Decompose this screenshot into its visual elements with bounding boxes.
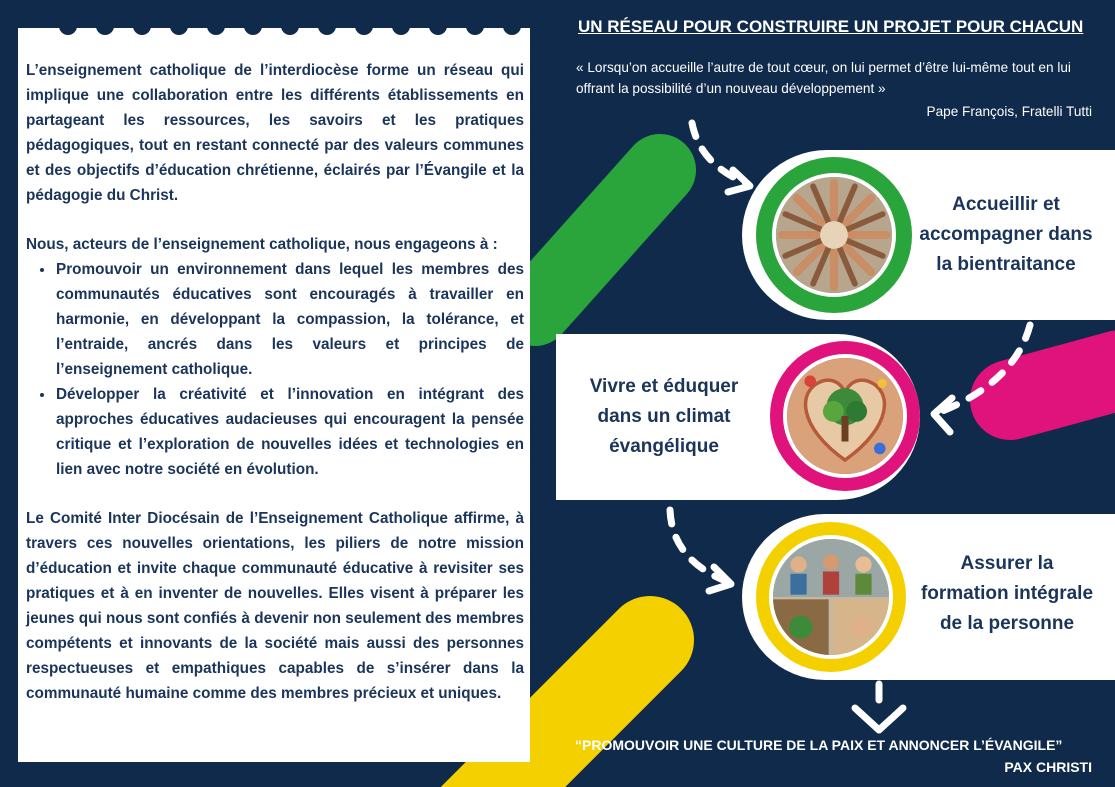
- quote-author: Pape François, Fratelli Tutti: [926, 104, 1092, 119]
- pillar-label: Assurer la formation intégrale de la personne: [920, 553, 1094, 634]
- motto-author: PAX CHRISTI: [1004, 759, 1092, 775]
- pillar-label: Accueillir et accompagner dans la bientraitance: [919, 194, 1093, 275]
- pillar-card-gospel-climate: [556, 334, 920, 500]
- motto-text: “PROMOUVOIR UNE CULTURE DE LA PAIX ET ANNONCER L’ÉVANGILE”: [575, 737, 1063, 753]
- conclusion-paragraph: Le Comité Inter Diocésain de l’Enseignement Catholique affirme, à travers ces nouvelles orientations, les piliers de notre mission d’éducation et invite chaque communauté éducative à revisiter ses pratiques et à en inventer de nouvelles. Elles visent à préparer les jeunes qui nous sont confiés à devenir non seulement des membres compétents et innovants de la société mais aussi des personnes respectueuses et empathiques capables de s’insérer dans la communauté humaine comme des membres précieux et uniques.: [26, 510, 524, 702]
- scalloped-top-edge: [18, 20, 530, 42]
- tree-heart-hands-photo: [783, 354, 907, 478]
- pillar-label: Vivre et éduquer dans un climat évangélique: [589, 376, 739, 457]
- page-title: UN RÉSEAU POUR CONSTRUIRE UN PROJET POUR CHACUN: [578, 17, 1084, 36]
- yellow-photo-ring: [756, 522, 906, 672]
- pillar-card-welcome: [742, 150, 1115, 320]
- children-collage-photo: [769, 535, 893, 659]
- commitment-item: Développer la créativité et l’innovation en intégrant des approches éducatives audacieuses qui encouragent la pensée critique et l’exploration de nouvelles idées et technologies en lien avec notre société en évolution.: [56, 382, 524, 482]
- quote-text: « Lorsqu’on accueille l’autre de tout cœur, on lui permet d’être lui-même tout en lui offrant la possibilité d’un nouveau développement »: [576, 60, 1071, 96]
- mission-text-panel: [18, 28, 530, 762]
- commitment-lead: Nous, acteurs de l’enseignement catholique, nous engageons à :: [26, 236, 498, 253]
- green-photo-ring: [756, 157, 912, 313]
- commitment-item: Promouvoir un environnement dans lequel les membres des communautés éducatives sont encouragés à travailler en harmonie, en développant la compassion, la tolérance, et l’entraide, ancrés dans les valeurs et principes de l’enseignement catholique.: [56, 257, 524, 382]
- magenta-photo-ring: [770, 341, 920, 491]
- hands-circle-photo: [772, 173, 896, 297]
- commitment-list: [26, 257, 524, 482]
- intro-paragraph: L’enseignement catholique de l’interdiocèse forme un réseau qui implique une collaboration entre les différents établissements en partageant les ressources, les savoirs et les pratiques pédagogiques, tout en restant connecté par des valeurs communes et des objectifs d’éducation chrétienne, éclairés par l’Évangile et la pédagogie du Christ.: [26, 62, 524, 204]
- pillar-card-integral-formation: [742, 514, 1115, 680]
